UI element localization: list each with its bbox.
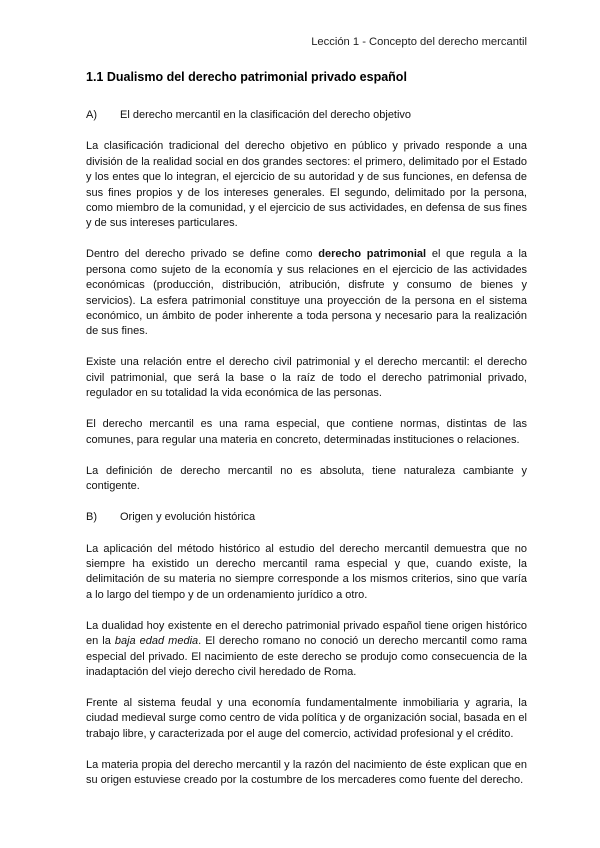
- paragraph-text: Dentro del derecho privado se define como: [86, 248, 319, 261]
- document-body: [86, 108, 527, 804]
- section-a-paragraph-4: El derecho mercantil es una rama especial, que contiene normas, distintas de las comunes, para regular una materia en concreto, determinadas instituciones o relaciones.: [86, 418, 527, 446]
- section-b-paragraph-2: [86, 619, 527, 681]
- running-header: Lección 1 - Concepto del derecho mercantil: [311, 36, 527, 48]
- section-b-paragraph-4: La materia propia del derecho mercantil y la razón del nacimiento de éste explican que en su origen estuviese creado por la costumbre de los mercaderes como fuente del derecho.: [86, 758, 527, 787]
- section-a-paragraph-5: La definición de derecho mercantil no es absoluta, tiene naturaleza cambiante y contigente.: [86, 464, 527, 493]
- section-b-letter: B): [86, 511, 97, 524]
- section-b-heading: [86, 510, 527, 525]
- paragraph-text: el que regula a la persona como sujeto de la economía y sus relaciones en el ejercicio de las actividades económicas (producción, distribución, atribución, disfrute y consumo de bienes y servicios). La esfera patrimonial constituye una proyección de la persona en el sistema económico, un ámbito de poder inherente a toda persona y necesario para la realización de sus fines.: [86, 248, 528, 338]
- section-a-letter: A): [86, 109, 97, 121]
- section-b-title: Origen y evolución histórica: [120, 511, 256, 524]
- section-a-paragraph-1: La clasificación tradicional del derecho objetivo en público y privado responde a una división de la realidad social en dos grandes sectores: el primero, delimitado por el Estado y los entes que lo integran, el ejercicio de su autoridad y de sus funciones, en defensa de sus fines propios y de los intereses generales. El segundo, delimitado por la persona, como miembro de la comunidad, y el ejercicio de sus actividades, en defensa de sus fines y de sus intereses particulares.: [86, 140, 527, 230]
- section-a-title: El derecho mercantil en la clasificación del derecho objetivo: [120, 109, 412, 121]
- paragraph-text: La dualidad hoy existente en el derecho patrimonial privado español tiene origen histórico en la: [86, 619, 527, 648]
- section-a-paragraph-2: [86, 247, 527, 339]
- section-a-paragraph-3: Existe una relación entre el derecho civil patrimonial y el derecho mercantil: el derecho civil patrimonial, que será la base o la raíz de todo el derecho patrimonial privado, regulador en su totalidad la vida económica de las personas.: [86, 356, 527, 400]
- section-b-paragraph-3: Frente al sistema feudal y una economía fundamentalmente inmobiliaria y agraria, la ciudad medieval surge como centro de vida política y de organización social, basada en el trabajo libre, y caracterizada por el auge del comercio, actividad profesional y el crédito.: [86, 696, 527, 740]
- section-a-heading: [86, 108, 527, 123]
- italic-term: baja edad media: [114, 635, 199, 648]
- paragraph-text: . El derecho romano no conoció un derecho mercantil como rama especial del privado. El nacimiento de este derecho se produjo como consecuencia de la inadaptación del viejo derecho civil heredado de Roma.: [86, 635, 527, 678]
- page-title: 1.1 Dualismo del derecho patrimonial privado español: [86, 70, 407, 84]
- bold-term: derecho patrimonial: [318, 248, 427, 261]
- section-b-paragraph-1: La aplicación del método histórico al estudio del derecho mercantil demuestra que no siempre ha existido un derecho mercantil rama especial y que, cuando existe, la delimitación de su materia no siempre corresponde a los mismos criterios, sino que varía a lo largo del tiempo y de un ordenamiento jurídico a otro.: [86, 542, 527, 601]
